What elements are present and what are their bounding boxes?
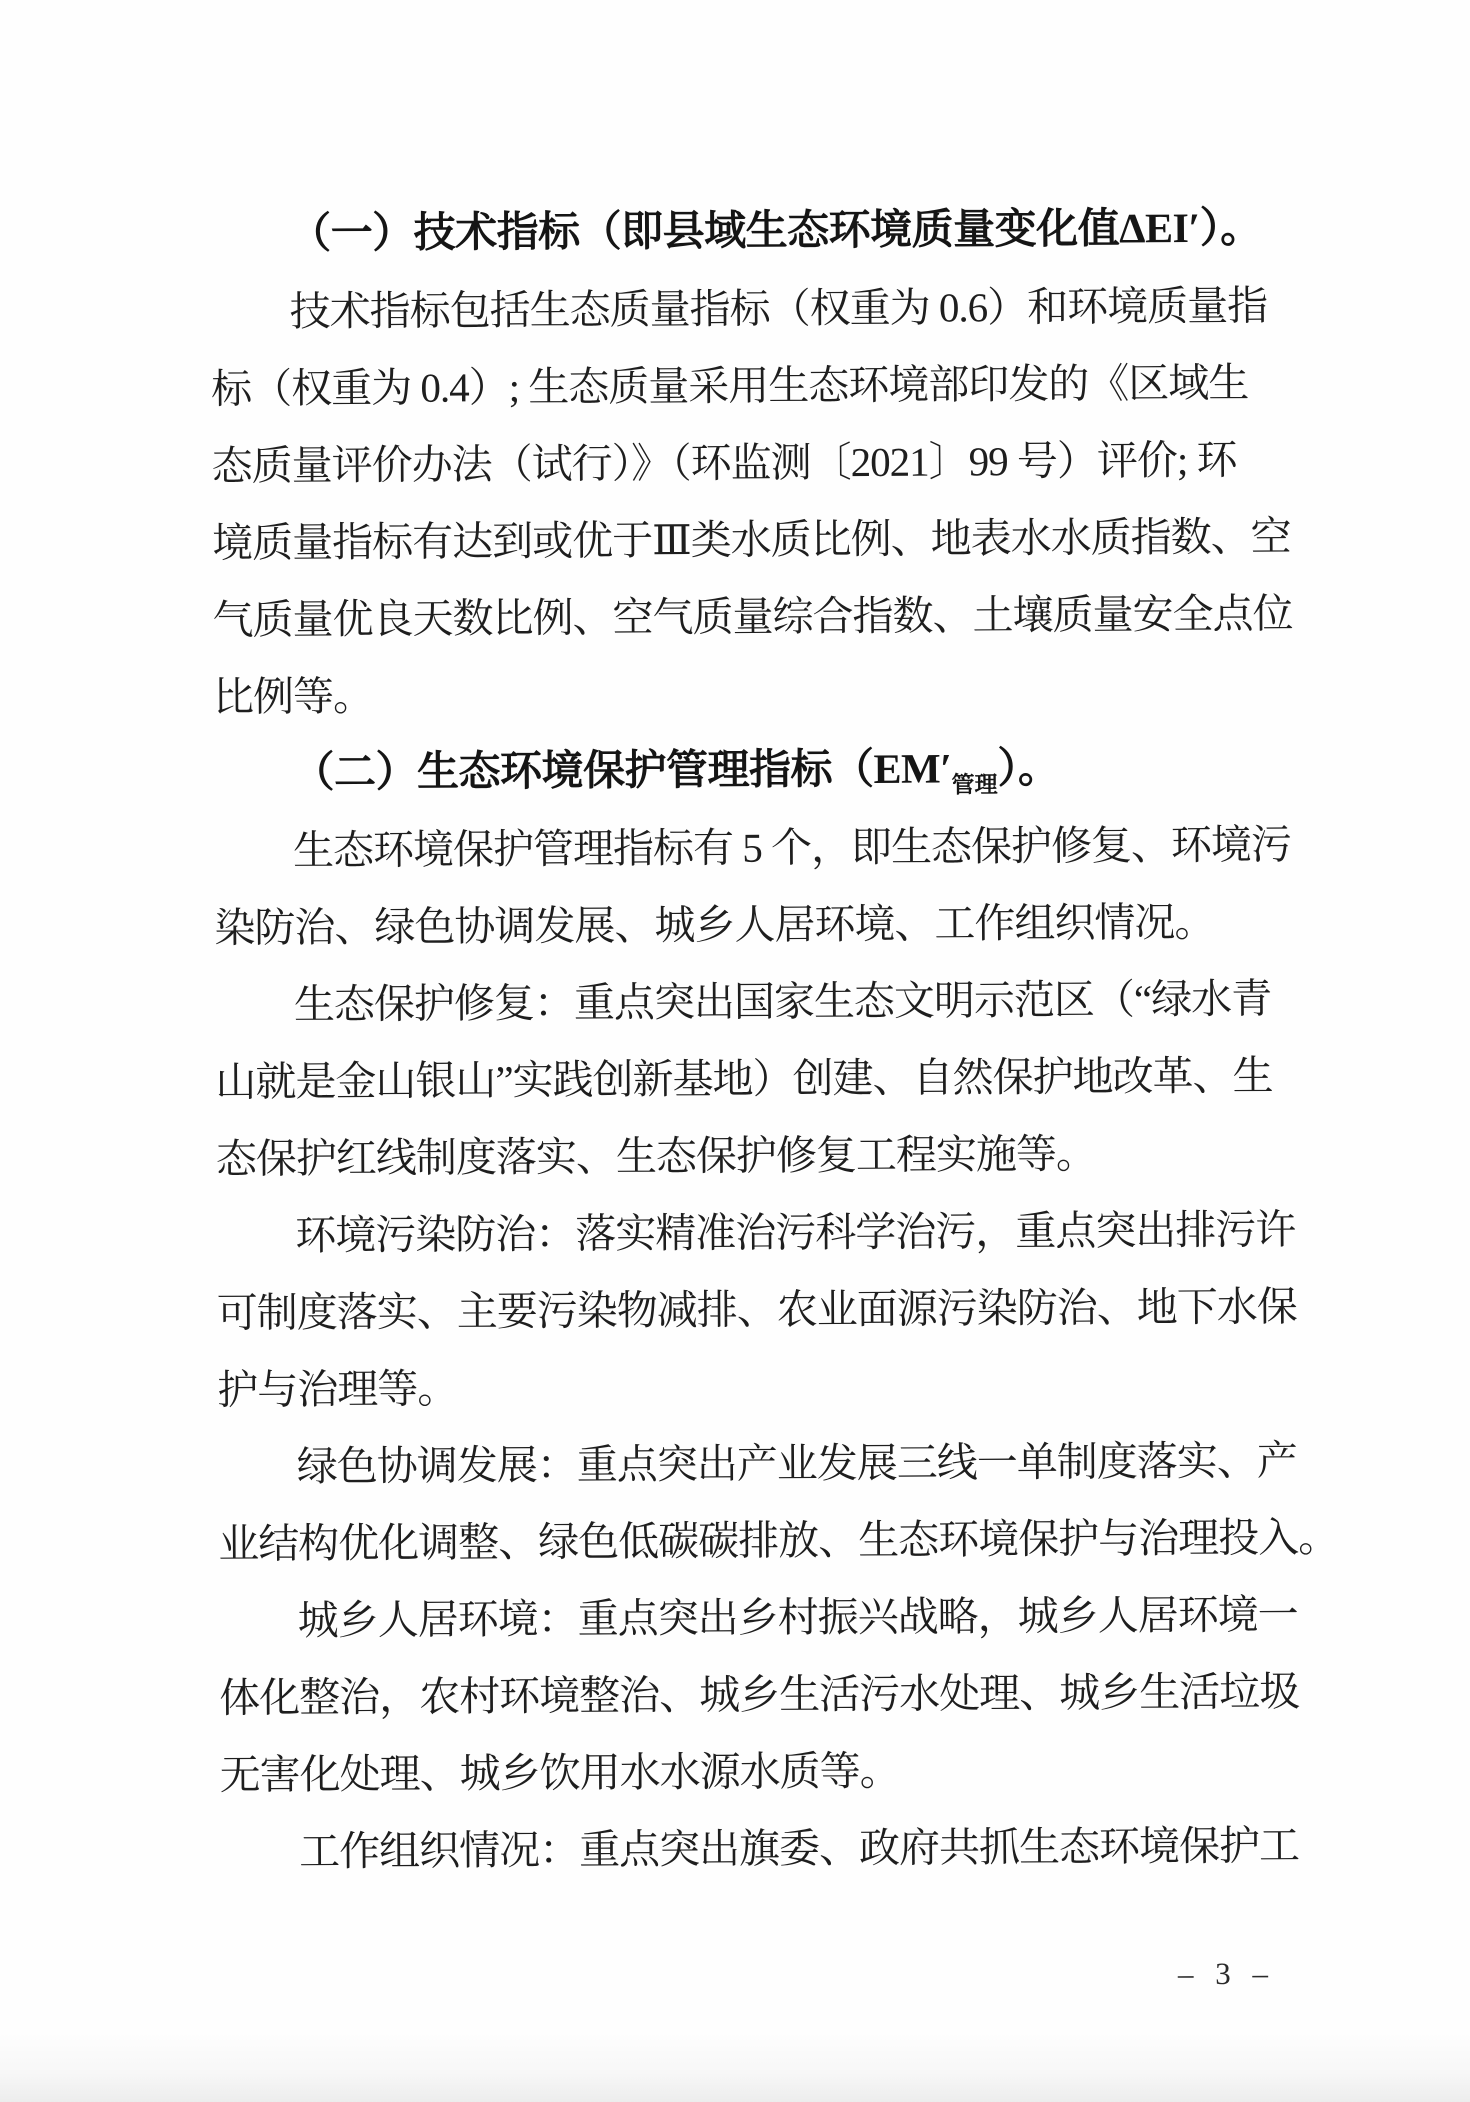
line-text: 环境污染防治：落实精准治污科学治污，重点突出排污许 [295,1206,1296,1259]
line-text: （二）生态环境保护管理指标（EM′ [292,746,952,797]
text-line [210,267,1315,351]
line-text: 业结构优化调整、绿色低碳碳排放、生态环境保护与治理投入。 [218,1514,1339,1567]
scan-shadow [0,2032,1470,2102]
text-line [211,421,1316,505]
text-line [218,1576,1323,1660]
text-line [215,1037,1320,1121]
line-text: 可制度落实、主要污染物减排、农业面源污染防治、地下水保 [216,1283,1297,1336]
text-line [212,498,1317,582]
line-text: 生态保护修复：重点突出国家生态文明示范区（“绿水青 [293,975,1272,1028]
text-line [214,806,1319,890]
line-text: 气质量优良天数比例、空气质量综合指数、土壤质量安全点位 [212,590,1293,643]
line-text: 标（权重为 0.4）; 生态质量采用生态环境部印发的《区域生 [211,359,1249,412]
section-heading [210,190,1315,274]
text-line [216,1114,1321,1198]
text-line [219,1653,1324,1737]
text-line [218,1422,1323,1506]
text-line [218,1499,1339,1583]
line-text: 山就是金山银山”实践创新基地）创建、自然保护地改革、生 [215,1052,1273,1105]
text-line [217,1268,1322,1352]
text-line [212,575,1317,659]
line-text: 体化整治，农村环境整治、城乡生活污水处理、城乡生活垃圾 [219,1668,1300,1721]
line-text: 技术指标包括生态质量指标（权重为 0.6）和环境质量指 [289,282,1268,335]
document-body [210,190,1339,1891]
line-text: 工作组织情况：重点突出旗委、政府共抓生态环境保护工 [298,1822,1300,1875]
line-text: 护与治理等。 [217,1365,458,1413]
line-text: 比例等。 [212,673,374,720]
line-text: （一）技术指标（即县域生态环境质量变化值ΔEI′）。 [289,205,1262,258]
line-text: 态保护红线制度落实、生态保护修复工程实施等。 [215,1130,1097,1182]
line-text: 绿色协调发展：重点突出产业发展三线一单制度落实、产 [296,1437,1297,1490]
text-line [213,652,1318,736]
page-number: – 3 – [1177,1955,1276,1992]
text-line [219,1730,1324,1814]
line-text: 态质量评价办法（试行）》（环监测〔2021〕99 号）评价; 环 [211,436,1237,489]
text-line [220,1807,1325,1891]
line-text: 境质量指标有达到或优于Ⅲ类水质比例、地表水水质指数、空 [211,513,1291,566]
line-text: 城乡人居环境：重点突出乡村振兴战略，城乡人居环境一 [297,1591,1298,1644]
text-line [214,883,1319,967]
text-line [216,1191,1321,1275]
line-text: 染防治、绿色协调发展、城乡人居环境、工作组织情况。 [214,898,1215,951]
text-line [217,1345,1322,1429]
line-text: 无害化处理、城乡饮用水水源水质等。 [219,1747,900,1798]
line-text-suffix: ）。 [997,745,1060,793]
section-heading [213,729,1318,813]
line-text: 生态环境保护管理指标有 5 个，即生态保护修复、环境污 [292,821,1292,874]
text-line [215,960,1320,1044]
text-line [211,344,1316,428]
subscript-label: 管理 [951,772,998,798]
